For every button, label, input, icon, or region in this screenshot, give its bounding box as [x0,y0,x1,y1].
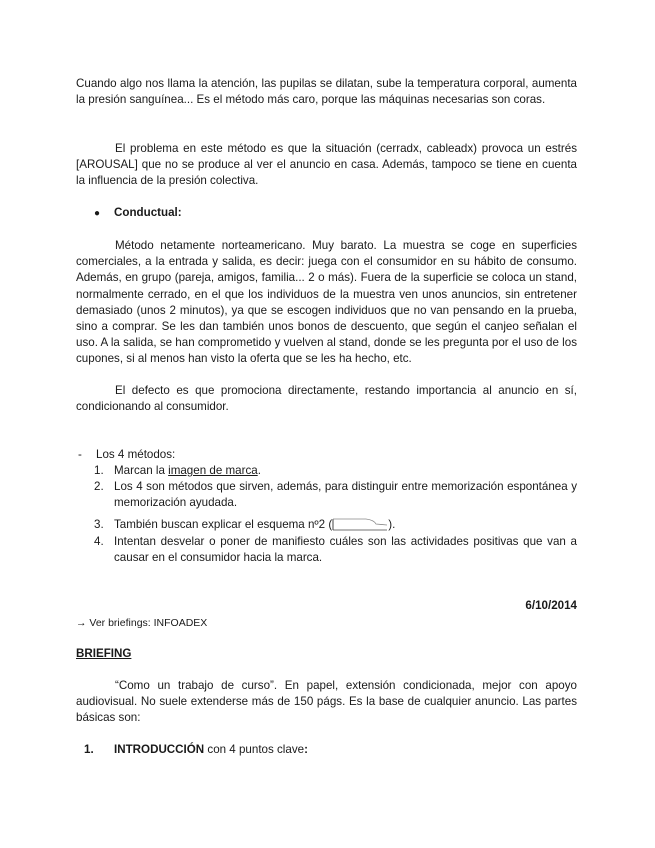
bullet-icon: ● [94,208,101,219]
list-item: Intentan desvelar o poner de manifiesto cuáles son las actividades positivas que van a causar en el consumidor hacia la marca. [114,535,577,565]
paragraph-conductual: Método netamente norteamericano. Muy barato. La muestra se coge en superficies comerciales, a la entrada y salida, es decir: juega con el consumidor en su hábito de consumo. Además, en grupo (pareja, amigos, familia... 2 o más). Fuera de la superficie se coloca un stand, normalmente cerrado, en el que los individuos de la muestra ven unos anuncios, sin entretener demasiado (unos 2 minutos), ya que se escogen individuos que no van pensando en la prueba, sino a comprar. Se les dan también unos bonos de descuento, que según el canjeo señalan el uso. A la salida, se han comprometido y vuelven al stand, donde se les pregunta por el uso de los cupones, si al menos han visto la oferta que se les ha hecho, etc. [76,239,577,366]
briefings-reference: → Ver briefings: INFOADEX [76,617,208,629]
paragraph-briefing: “Como un trabajo de curso”. En papel, extensión condicionada, mejor con apoyo audiovisual. No suele extenderse más de 150 págs. Es la base de cualquier anuncio. Las partes básicas son: [76,679,577,725]
list-item-number: 2. [94,480,104,493]
bullet-heading-conductual: Conductual: [114,206,182,219]
list-item-text: Marcan la [114,464,169,477]
section-number: 1. [84,743,94,756]
paragraph-defect: El defecto es que promociona directamente, restando importancia al anuncio en sí, condicionando al consumidor. [76,384,577,414]
briefing-title: BRIEFING [76,647,132,660]
list-item-number: 4. [94,535,104,548]
section-subtitle: con 4 puntos clave [204,743,305,756]
list-item-text-end: ). [388,518,396,531]
list-item: Los 4 son métodos que sirven, además, para distinguir entre memorización espontánea y memorización ayudada. [114,480,577,510]
methods-title: Los 4 métodos: [96,448,176,461]
schema-thumbnail-icon [332,518,388,531]
section-heading [114,742,308,758]
section-title: INTRODUCCIÓN [114,743,205,756]
paragraph-arousal: El problema en este método es que la situación (cerradx, cableadx) provoca un estrés [AROUSAL] que no se produce al ver el anuncio en casa. Además, tampoco se tiene en cuenta la influencia de la presión colectiva. [76,142,577,188]
list-item-text: También buscan explicar el esquema nº2 ( [114,518,333,531]
date: 6/10/2014 [525,599,577,612]
section-colon: : [304,743,308,756]
paragraph-physiological: Cuando algo nos llama la atención, las pupilas se dilatan, sube la temperatura corporal, aumenta la presión sanguínea... Es el método más caro, porque las máquinas necesarias son coras. [76,77,577,107]
list-item-number: 3. [94,518,104,531]
list-item [114,517,577,533]
list-item-number: 1. [94,464,104,477]
list-item-text-end: . [257,464,261,477]
list-item [114,463,577,479]
brand-image-link[interactable]: imagen de marca [168,464,258,477]
list-dash: - [78,448,82,461]
